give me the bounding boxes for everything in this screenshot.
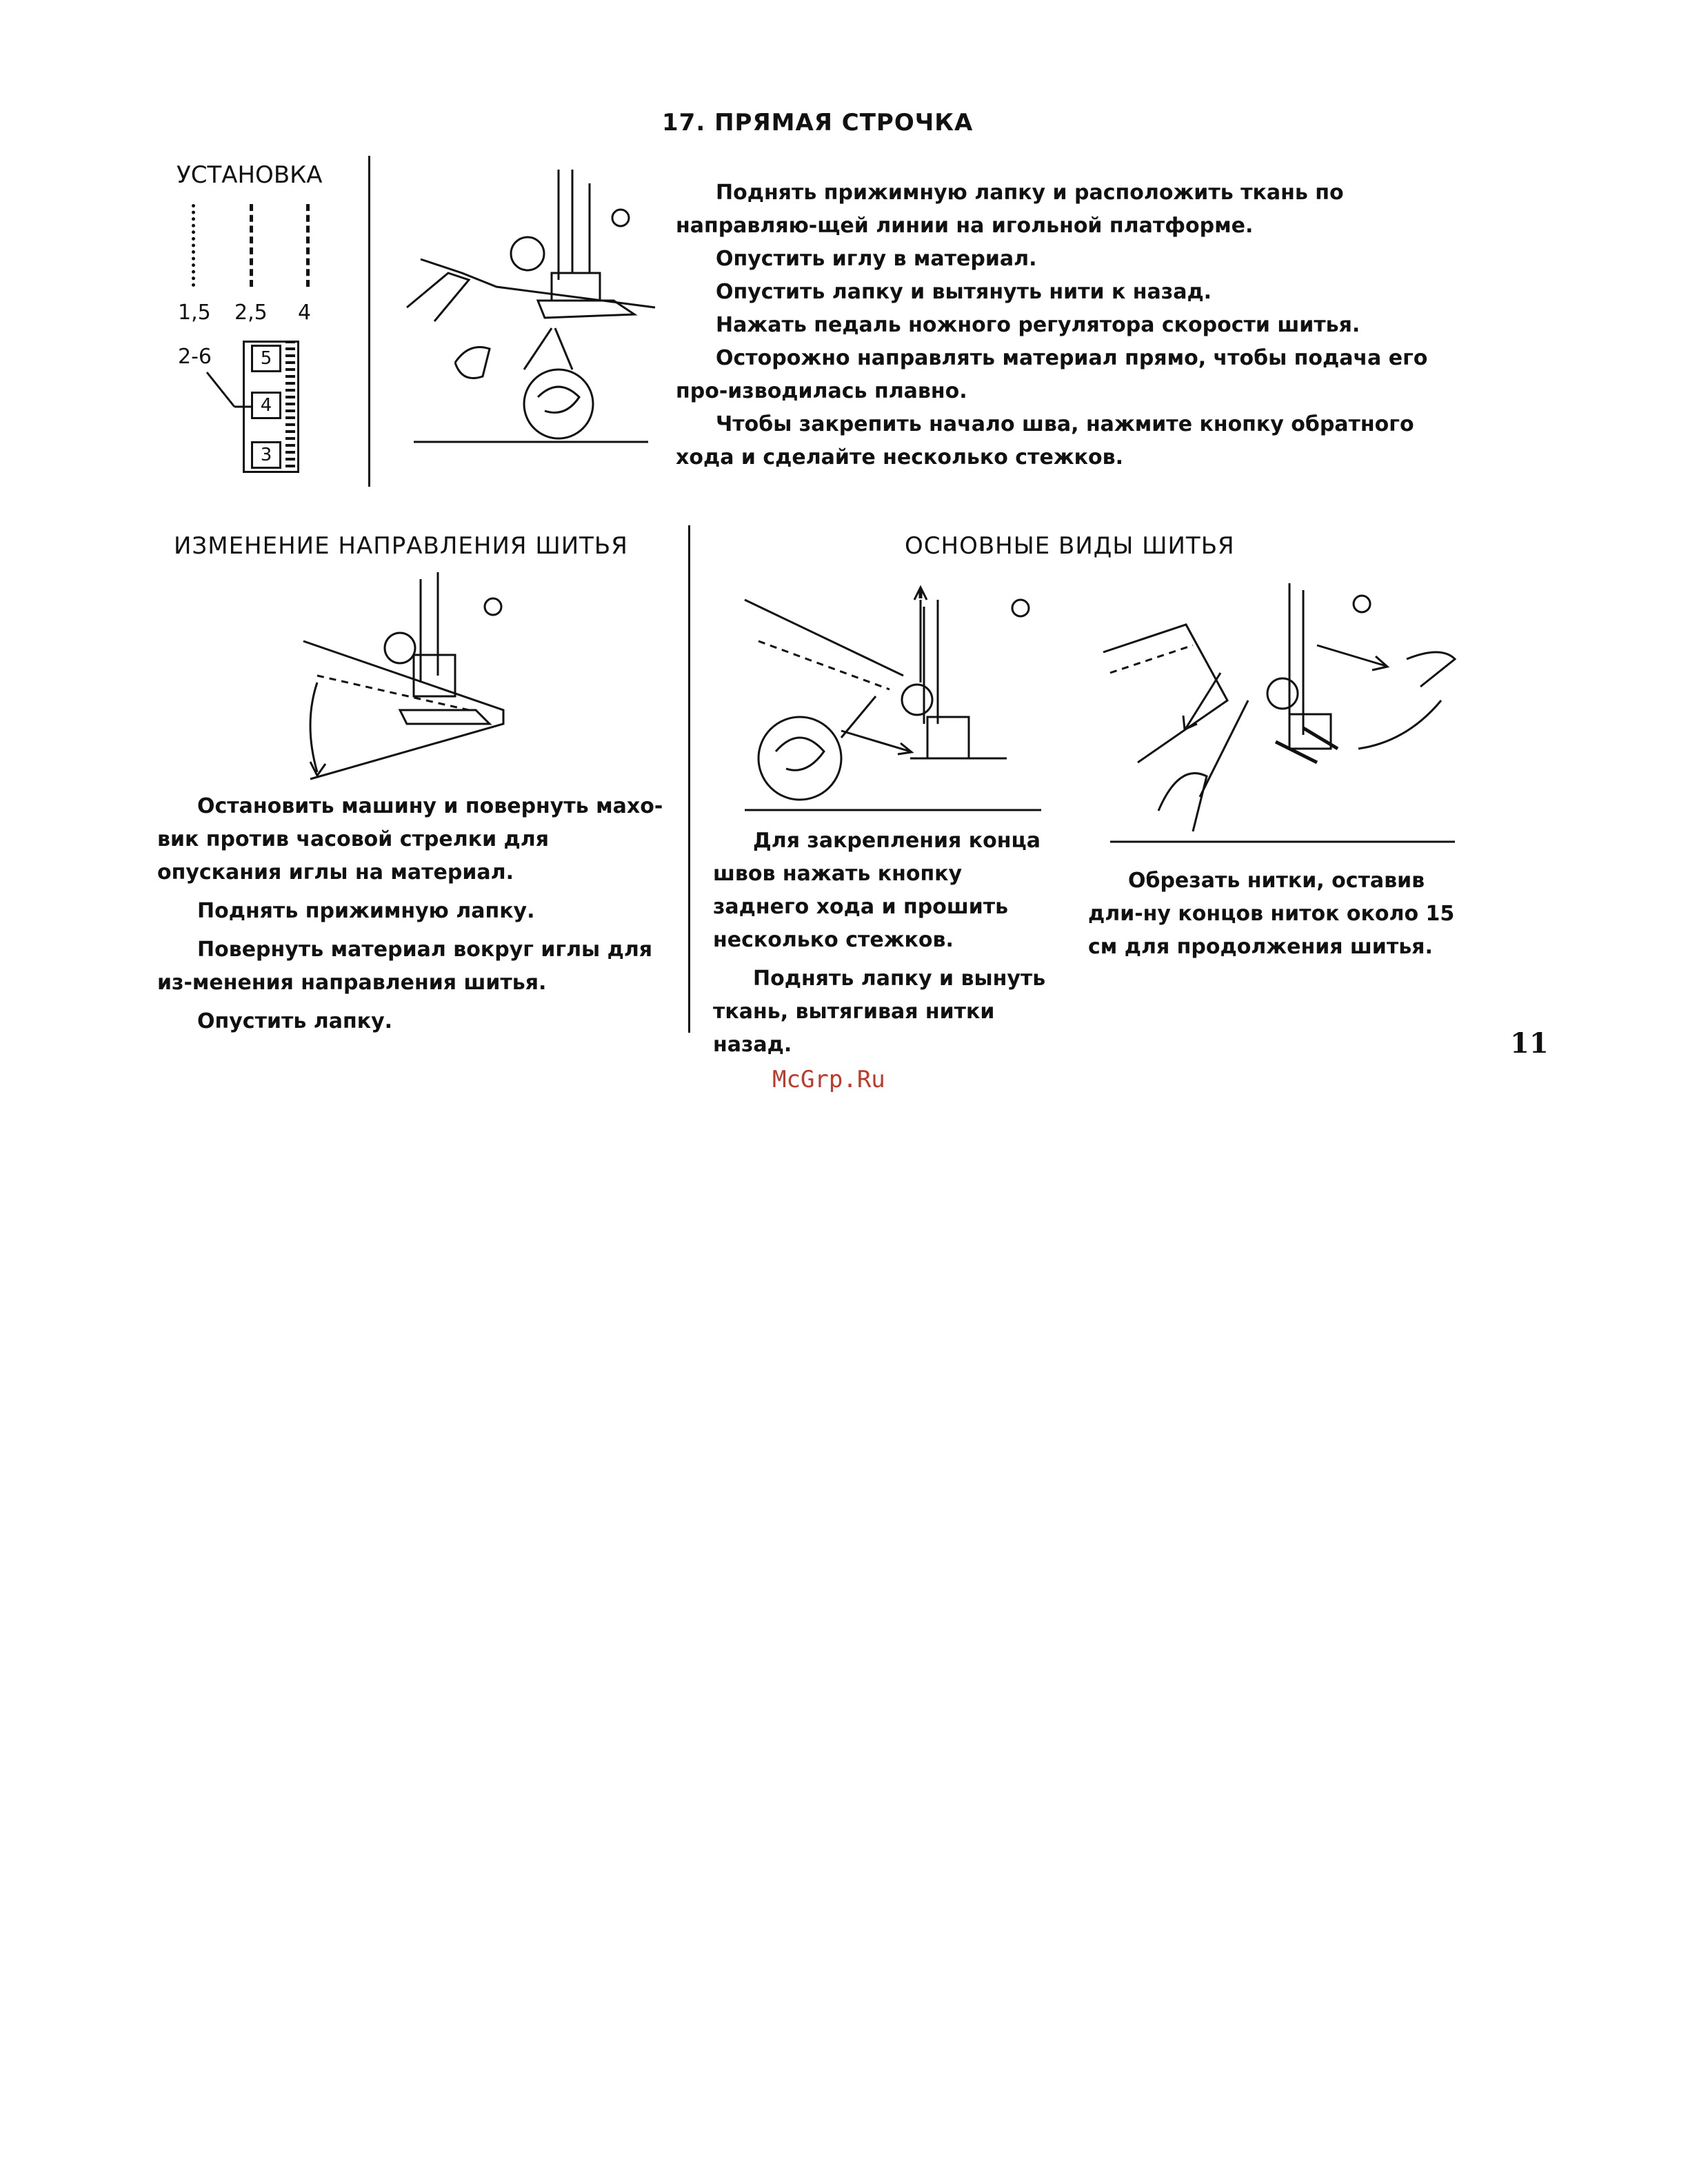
direction-change-step-1: Остановить машину и повернуть махо-вик против часовой стрелки для опускания иглы на материал. [157, 794, 663, 884]
reverse-stitch-text [713, 825, 1056, 1062]
direction-change-step-2: Поднять прижимную лапку. [197, 899, 535, 923]
straight-stitch-step-1: Поднять прижимную лапку и расположить ткань по направляю-щей линии на игольной платформе. [676, 181, 1344, 238]
cut-threads-step-1: Обрезать нитки, оставив дли-ну концов ниток около 15 см для продолжения шитья. [1088, 869, 1455, 959]
stitch-length-3: 4 [298, 301, 312, 325]
direction-change-heading: ИЗМЕНЕНИЕ НАПРАВЛЕНИЯ ШИТЬЯ [174, 532, 628, 560]
section-title: 17. ПРЯМАЯ СТРОЧКА [662, 109, 974, 136]
straight-stitch-step-6: Чтобы закрепить начало шва, нажмите кнопку обратного хода и сделайте несколько стежков. [676, 412, 1414, 469]
divider-middle [688, 525, 690, 1033]
straight-stitch-step-4: Нажать педаль ножного регулятора скорости шитья. [716, 313, 1360, 337]
presser-foot-illustration [407, 170, 655, 445]
straight-stitch-step-2: Опустить иглу в материал. [716, 247, 1037, 271]
cut-threads-illustration [1096, 583, 1455, 845]
stitch-length-2: 2,5 [234, 301, 268, 325]
stitch-length-1: 1,5 [178, 301, 211, 325]
direction-change-step-3: Повернуть материал вокруг иглы для из-менения направления шитья. [157, 938, 653, 995]
straight-stitch-step-5: Осторожно направлять материал прямо, чтобы подача его про-изводилась плавно. [676, 346, 1428, 403]
basic-sewing-heading: ОСНОВНЫЕ ВИДЫ ШИТЬЯ [905, 532, 1235, 560]
reverse-stitch-illustration [738, 586, 1048, 813]
setting-label: УСТАНОВКА [177, 161, 323, 189]
stitch-range-label: 2-6 [178, 345, 212, 369]
dial-number-4: 4 [251, 392, 281, 419]
divider-top [368, 156, 370, 487]
direction-change-illustration [297, 572, 524, 793]
reverse-stitch-step-1: Для закрепления конца швов нажать кнопку заднего хода и прошить несколько стежков. [713, 829, 1041, 952]
straight-stitch-text [676, 176, 1476, 474]
cut-threads-text [1088, 865, 1474, 964]
reverse-stitch-step-2: Поднять лапку и вынуть ткань, вытягивая нитки назад. [713, 967, 1046, 1057]
dial-number-5: 5 [251, 345, 281, 372]
straight-stitch-step-3: Опустить лапку и вытянуть нити к назад. [716, 280, 1212, 304]
dial-number-3: 3 [251, 441, 281, 469]
watermark-link[interactable]: McGrp.Ru [772, 1066, 885, 1093]
page-number: 11 [1510, 1027, 1549, 1060]
direction-change-step-4: Опустить лапку. [197, 1009, 393, 1033]
direction-change-text [157, 790, 667, 1038]
